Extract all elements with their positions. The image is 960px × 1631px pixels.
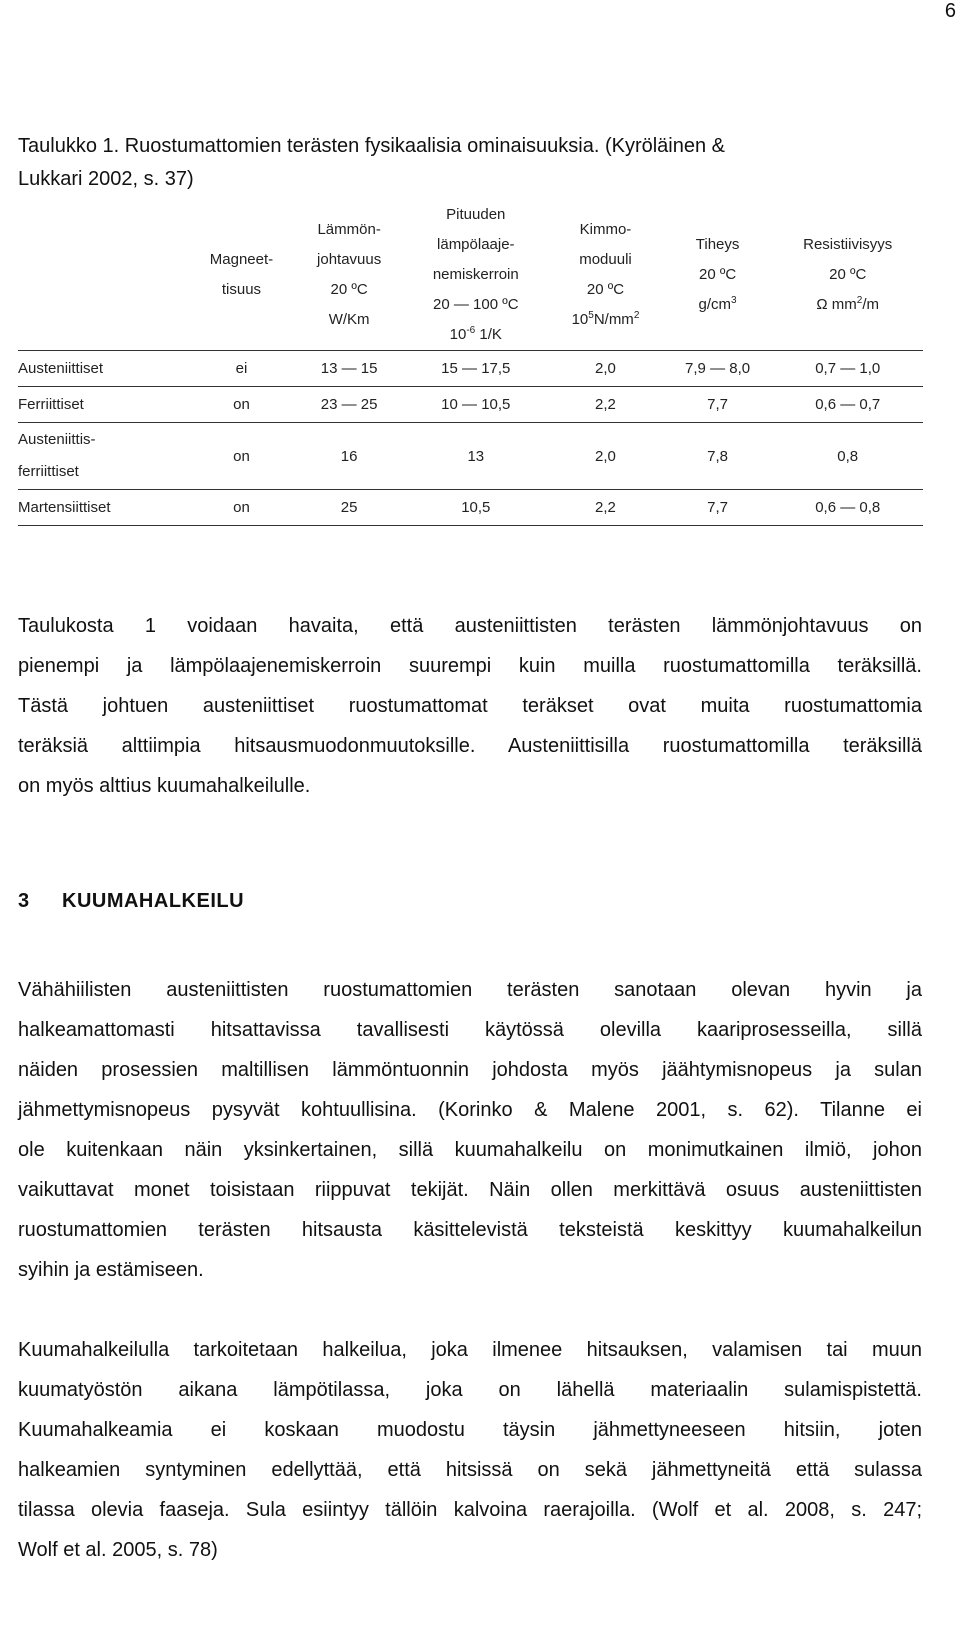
text-line: halkeamien syntyminen edellyttää, että hitsissä on sekä jähmettyneitä että sulassa: [18, 1459, 922, 1481]
header-density: [663, 200, 773, 351]
text-line: teräksiä alttiimpia hitsausmuodonmuutoksille. Austeniittisilla ruostumattomilla teräksillä: [18, 735, 922, 757]
row-label-line: Austeniittis-: [18, 431, 96, 448]
caption-line: Taulukko 1. Ruostumattomien terästen fysikaalisia ominaisuuksia. (Kyröläinen &: [18, 135, 726, 157]
text-line: Wolf et al. 2005, s. 78): [18, 1539, 218, 1561]
unit-text: Ω mm: [816, 296, 857, 313]
table-cell: 16: [295, 423, 403, 490]
section-number: 3: [18, 890, 30, 912]
header-elastic-modulus: [548, 200, 662, 351]
paragraph-table-summary: [18, 606, 922, 806]
row-label-line: ferriittiset: [18, 463, 79, 480]
header-text: 20 ºC: [330, 281, 368, 298]
header-text: 20 ºC: [829, 266, 867, 283]
unit-text: 1/K: [475, 326, 502, 343]
header-unit: [663, 290, 773, 320]
text-line: on myös alttius kuumahalkeilulle.: [18, 775, 311, 797]
section-title: KUUMAHALKEILU: [62, 890, 245, 912]
table-cell: 15 — 17,5: [403, 351, 548, 387]
table-cell: 2,0: [548, 351, 662, 387]
paragraph-hot-cracking-intro: [18, 970, 922, 1290]
table-cell: 13: [403, 423, 548, 490]
unit-text: /m: [862, 296, 880, 313]
table-caption: [18, 130, 898, 196]
paragraph-hot-cracking-definition: [18, 1330, 922, 1570]
text-line: Kuumahalkeamia ei koskaan muodostu täysin jähmettyneeseen hitsiin, joten: [18, 1419, 922, 1441]
header-text: Resistiivisyys: [803, 236, 893, 253]
header-text: 20 — 100 ºC: [433, 296, 519, 313]
table-cell: on: [188, 423, 295, 490]
text-line: Vähähiilisten austeniittisten ruostumattomien terästen sanotaan olevan hyvin ja: [18, 979, 922, 1001]
header-text: Lämmön-: [317, 221, 381, 238]
text-line: halkeamattomasti hitsattavissa tavallisesti käytössä olevilla kaariprosesseilla, sillä: [18, 1019, 922, 1041]
header-thermal-conductivity: [295, 200, 403, 351]
text-line: kuumatyöstön aikana lämpötilassa, joka on lähellä materiaalin sulamispistettä.: [18, 1379, 922, 1401]
text-line: syihin ja estämiseen.: [18, 1259, 204, 1281]
table-row: [18, 490, 923, 526]
header-unit: [403, 320, 548, 350]
header-thermal-expansion: [403, 200, 548, 351]
header-magnetism: [188, 200, 295, 351]
table-cell: 7,9 — 8,0: [663, 351, 773, 387]
header-text: Pituuden: [446, 206, 506, 223]
table-cell: 0,8: [772, 423, 923, 490]
header-empty-cell: [18, 200, 188, 351]
table-header-row: [18, 200, 923, 351]
unit-text: N/mm: [593, 311, 634, 328]
table-row: [18, 423, 923, 490]
header-text: Kimmo-: [579, 221, 632, 238]
header-text: Magneet-: [209, 251, 274, 268]
text-line: ruostumattomien terästen hitsausta käsittelevistä teksteistä keskittyy kuumahalkeilun: [18, 1219, 922, 1241]
table-cell: 7,7: [663, 490, 773, 526]
header-unit: [772, 290, 923, 320]
table-cell: 10 — 10,5: [403, 387, 548, 423]
table-row: [18, 387, 923, 423]
text-line: tilassa olevia faaseja. Sula esiintyy tällöin kalvoina raerajoilla. (Wolf et al. 2008, s. 247;: [18, 1499, 922, 1521]
table-cell: 10,5: [403, 490, 548, 526]
table-cell: 7,8: [663, 423, 773, 490]
text-line: Tästä johtuen austeniittiset ruostumattomat teräkset ovat muita ruostumattomia: [18, 695, 922, 717]
table-cell: 13 — 15: [295, 351, 403, 387]
table-cell: 2,0: [548, 423, 662, 490]
table-cell: 2,2: [548, 490, 662, 526]
header-text: moduuli: [579, 251, 632, 268]
table-cell: 25: [295, 490, 403, 526]
table-row: [18, 351, 923, 387]
table-cell: on: [188, 490, 295, 526]
header-unit: [548, 305, 662, 335]
table-cell: 0,7 — 1,0: [772, 351, 923, 387]
header-text: johtavuus: [317, 251, 382, 268]
row-label: Austeniittiset: [18, 351, 188, 387]
text-line: Taulukosta 1 voidaan havaita, että austeniittisten terästen lämmönjohtavuus on: [18, 615, 922, 637]
text-line: jähmettymisnopeus pysyvät kohtuullisina. (Korinko & Malene 2001, s. 62). Tilanne ei: [18, 1099, 922, 1121]
text-line: pienempi ja lämpölaajenemiskerroin suurempi kuin muilla ruostumattomilla teräksillä.: [18, 655, 922, 677]
header-resistivity: [772, 200, 923, 351]
header-text: nemiskerroin: [432, 266, 519, 283]
table-cell: 23 — 25: [295, 387, 403, 423]
table-cell: on: [188, 387, 295, 423]
header-text: 20 ºC: [698, 266, 737, 283]
header-text: tisuus: [221, 281, 262, 298]
row-label: Martensiittiset: [18, 490, 188, 526]
unit-text: g/cm: [698, 296, 732, 313]
text-line: näiden prosessien maltillisen lämmöntuonnin johdosta myös jäähtymisnopeus ja sulan: [18, 1059, 922, 1081]
table-cell: 2,2: [548, 387, 662, 423]
row-label: Ferriittiset: [18, 387, 188, 423]
unit-exponent: 2: [856, 295, 863, 306]
unit-exponent: 3: [731, 295, 737, 306]
header-text: lämpölaaje-: [437, 236, 515, 253]
unit-base: 10: [449, 326, 467, 343]
text-line: vaikuttavat monet toisistaan riippuvat tekijät. Näin ollen merkittävä osuus austeniittisten: [18, 1179, 922, 1201]
table-cell: ei: [188, 351, 295, 387]
section-heading: [18, 890, 244, 913]
unit-base: 10: [571, 311, 589, 328]
unit-exponent: 5: [588, 310, 594, 321]
text-line: ole kuitenkaan näin yksinkertainen, sillä kuumahalkeilu on monimutkainen ilmiö, johon: [18, 1139, 922, 1161]
table-cell: 0,6 — 0,8: [772, 490, 923, 526]
caption-line: Lukkari 2002, s. 37): [18, 168, 194, 190]
text-line: Kuumahalkeilulla tarkoitetaan halkeilua, joka ilmenee hitsauksen, valamisen tai muun: [18, 1339, 922, 1361]
header-text: W/Km: [328, 311, 370, 328]
row-label: [18, 423, 188, 490]
page-number: 6: [944, 0, 956, 22]
properties-table: [18, 200, 923, 526]
table-cell: 7,7: [663, 387, 773, 423]
unit-exponent: -6: [466, 325, 476, 336]
unit-exponent: 2: [633, 310, 640, 321]
header-text: Tiheys: [695, 236, 740, 253]
table-cell: 0,6 — 0,7: [772, 387, 923, 423]
header-text: 20 ºC: [586, 281, 625, 298]
